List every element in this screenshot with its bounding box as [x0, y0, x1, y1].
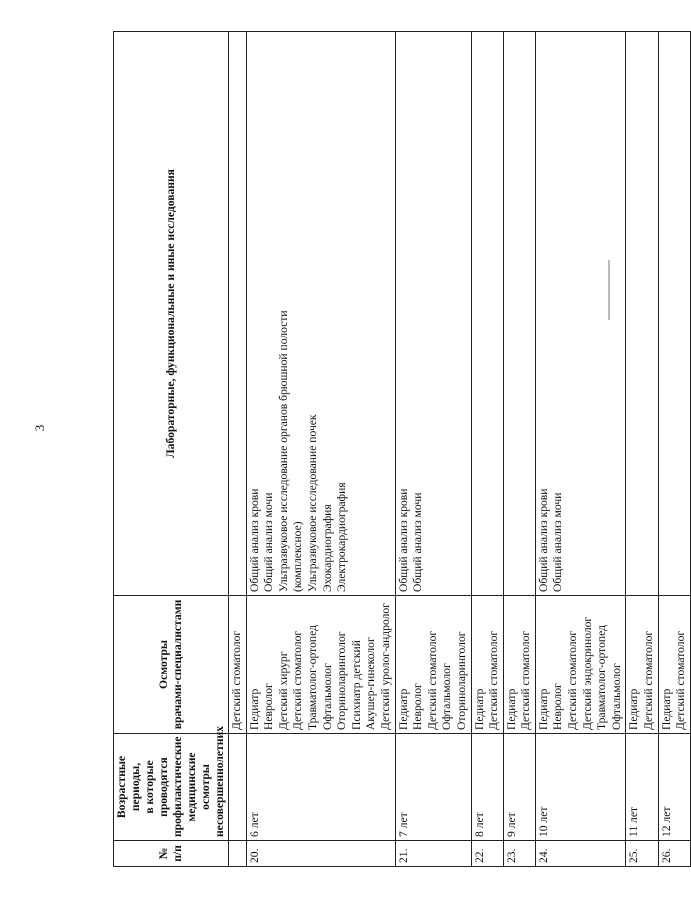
exam-item: Педиатр: [627, 688, 641, 730]
row-number-cell: [535, 841, 626, 867]
age-period: 7 лет: [396, 812, 410, 837]
labs-cell: [395, 32, 471, 596]
labs-cell: [626, 32, 658, 596]
labs-cell: [535, 32, 626, 596]
row-number-cell: [626, 841, 658, 867]
age-period-cell: [658, 734, 690, 841]
lab-item: Общий анализ мочи: [262, 492, 276, 592]
table-row: [229, 32, 247, 867]
table-row: [658, 32, 690, 867]
exam-item: Офтальмолог: [440, 663, 454, 730]
age-period-cell: [229, 734, 247, 841]
table-row: [535, 32, 626, 867]
age-period: 9 лет: [504, 812, 518, 837]
page-number-wrap: [30, 420, 50, 440]
row-number: 20.: [247, 848, 261, 863]
labs-cell: [503, 32, 535, 596]
exam-item: Травматолог-ортопед: [595, 625, 609, 730]
exams-cell: [229, 596, 247, 734]
exam-item: Детский хирург: [276, 651, 290, 730]
row-number-cell: [246, 841, 395, 867]
labs-cell: [658, 32, 690, 596]
table-row: [626, 32, 658, 867]
header-age: Возрастные периоды, в которые проводятся профилактические медицинские осмотры несовершеннолетних: [114, 734, 229, 841]
labs-cell: [229, 32, 247, 596]
labs-cell: [471, 32, 503, 596]
exam-item: Детский стоматолог: [425, 630, 439, 730]
lab-item: Общий анализ мочи: [551, 492, 565, 592]
exam-item: Травматолог-ортопед: [305, 625, 319, 730]
exam-item: Детский стоматолог: [291, 630, 305, 730]
exam-item: Детский стоматолог: [674, 630, 688, 730]
row-number: 22.: [472, 848, 486, 863]
age-period-cell: [395, 734, 471, 841]
exam-item: Невролог: [262, 683, 276, 730]
exams-cell: [535, 596, 626, 734]
row-number: 25.: [627, 848, 641, 863]
exams-cell: [658, 596, 690, 734]
age-period: 12 лет: [659, 806, 673, 837]
exam-item: Невролог: [551, 683, 565, 730]
exam-item: Офтальмолог: [320, 663, 334, 730]
exam-item: Оториноларинголог: [335, 631, 349, 730]
examinations-table: [113, 31, 691, 867]
lab-item: Ультразвуковое исследование органов брюшной полости: [276, 310, 290, 592]
age-period: 6 лет: [247, 812, 261, 837]
row-number: 26.: [659, 848, 673, 863]
row-number-cell: [471, 841, 503, 867]
table-row: [471, 32, 503, 867]
lab-item: Электрокардиография: [335, 482, 349, 592]
exam-item: Педиатр: [504, 688, 518, 730]
age-period-cell: [471, 734, 503, 841]
age-period-cell: [626, 734, 658, 841]
exam-item: Педиатр: [247, 688, 261, 730]
row-number-cell: [503, 841, 535, 867]
lab-item: Эхокардиография: [320, 504, 334, 592]
lab-item: Общий анализ крови: [247, 488, 261, 592]
row-number-cell: [395, 841, 471, 867]
lab-item: (комплексное): [291, 521, 305, 592]
exams-cell: [246, 596, 395, 734]
age-period: 11 лет: [627, 806, 641, 837]
age-period: 10 лет: [536, 806, 550, 837]
exam-item: Офтальмолог: [609, 663, 623, 730]
exam-item: Детский стоматолог: [487, 630, 501, 730]
exams-cell: [471, 596, 503, 734]
page-number: 3: [32, 424, 47, 432]
labs-cell: [246, 32, 395, 596]
header-row: [114, 32, 229, 867]
exams-cell: [503, 596, 535, 734]
header-exams: Осмотры врачами-специалистами: [114, 596, 229, 734]
table-row: [395, 32, 471, 867]
lab-item: Общий анализ крови: [536, 488, 550, 592]
age-period-cell: [503, 734, 535, 841]
table-row: [246, 32, 395, 867]
exam-item: Оториноларинголог: [454, 631, 468, 730]
row-number: 21.: [396, 848, 410, 863]
exam-item: Педиатр: [472, 688, 486, 730]
exam-item: Детский стоматолог: [230, 630, 243, 730]
exam-item: Педиатр: [536, 688, 550, 730]
age-period: 8 лет: [472, 812, 486, 837]
exams-cell: [626, 596, 658, 734]
header-labs: Лабораторные, функциональные и иные исследования: [114, 32, 229, 596]
row-number-cell: [229, 841, 247, 867]
exam-item: Акушер-гинеколог: [364, 637, 378, 730]
exam-item: Педиатр: [659, 688, 673, 730]
header-num: № п/п: [114, 841, 229, 867]
exam-item: Детский стоматолог: [642, 630, 656, 730]
age-period-cell: [246, 734, 395, 841]
exam-item: Психиатр детский: [349, 640, 363, 730]
exams-cell: [395, 596, 471, 734]
exam-item: Детский эндокринолог: [580, 616, 594, 730]
table-row: [503, 32, 535, 867]
lab-item: Общий анализ крови: [396, 488, 410, 592]
exam-item: Детский стоматолог: [519, 630, 533, 730]
age-period-cell: [535, 734, 626, 841]
lab-item: Общий анализ мочи: [411, 492, 425, 592]
row-number: 23.: [504, 848, 518, 863]
exam-item: Невролог: [411, 683, 425, 730]
exam-item: Педиатр: [396, 688, 410, 730]
lab-item: Ультразвуковое исследование почек: [305, 414, 319, 592]
exam-item: Детский стоматолог: [566, 630, 580, 730]
row-number-cell: [658, 841, 690, 867]
row-number: 24.: [536, 848, 550, 863]
exam-item: Детский уролог-андролог: [378, 603, 392, 730]
rotated-table-container: [113, 32, 688, 867]
